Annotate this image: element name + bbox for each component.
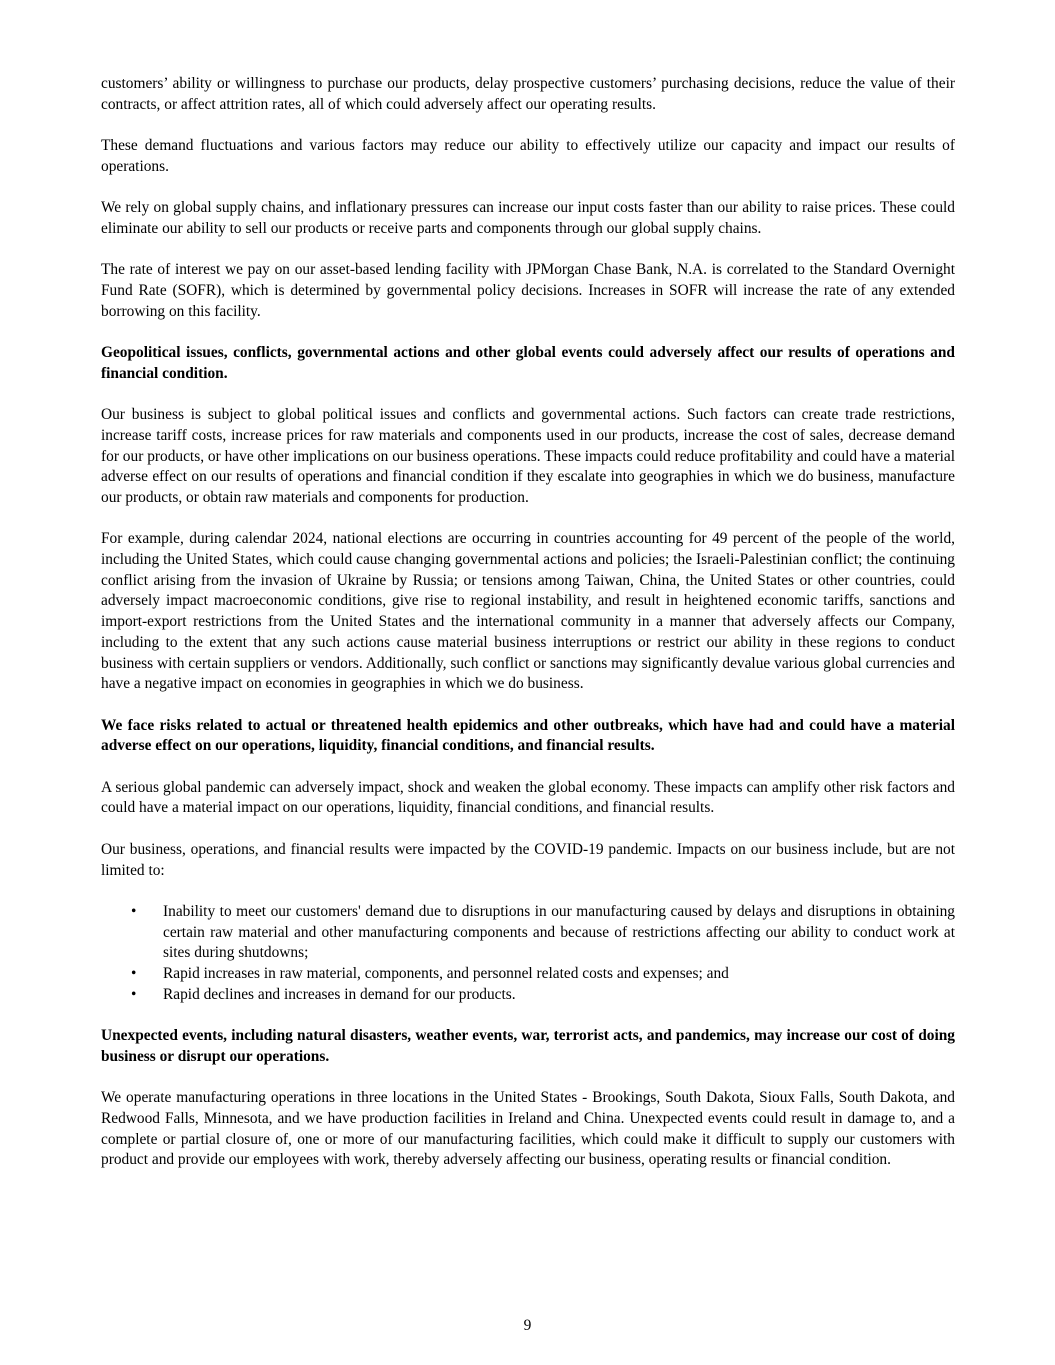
page-number: 9 — [523, 1317, 532, 1334]
list-item-text: Rapid declines and increases in demand for our products. — [163, 985, 516, 1003]
body-paragraph: We operate manufacturing operations in three locations in the United States - Brookings, South Dakota, Sioux Falls, South Dakota, and Redwood Falls, Minnesota, and we have production facilities in Ireland and China. Unexpected events could result in damage to, and a complete or partial closure of, one or more of our manufacturing facilities, which could make it difficult to supply our customers with product and provide our employees with work, thereby adversely affecting our business, operating results or financial condition. — [101, 1089, 955, 1169]
section-heading: We face risks related to actual or threatened health epidemics and other outbreaks, which have had and could have a material adverse effect on our operations, liquidity, financial conditions, and financial results. — [101, 716, 955, 755]
body-paragraph: These demand fluctuations and various factors may reduce our ability to effectively utilize our capacity and impact our results of operations. — [101, 137, 955, 175]
section-heading: Geopolitical issues, conflicts, governmental actions and other global events could adversely affect our results of operations and financial condition. — [101, 344, 955, 382]
body-paragraph: customers’ ability or willingness to purchase our products, delay prospective customers’ purchasing decisions, reduce the value of their contracts, or affect attrition rates, all of which could adversely affect our operating results. — [101, 75, 955, 113]
body-paragraph: Our business, operations, and financial results were impacted by the COVID-19 pandemic. Impacts on our business include, but are not limited to: — [101, 840, 955, 879]
list-item-text: Inability to meet our customers' demand due to disruptions in our manufacturing caused by delays and disruptions in obtaining certain raw material and other manufacturing components and because of restrictions affecting our ability to conduct work at sites during shutdowns; — [163, 902, 955, 962]
body-paragraph: We rely on global supply chains, and inflationary pressures can increase our input costs faster than our ability to raise prices. These could eliminate our ability to sell our products or receive parts and components through our global supply chains. — [101, 199, 955, 237]
list-item — [101, 985, 955, 1006]
list-item — [101, 902, 955, 964]
list-item-text: Rapid increases in raw material, components, and personnel related costs and expenses; and — [163, 965, 729, 983]
body-paragraph: For example, during calendar 2024, national elections are occurring in countries accounting for 49 percent of the people of the world, including the United States, which could cause changing governmental actions and policies; the Israeli-Palestinian conflict; the continuing conflict arising from the invasion of Ukraine by Russia; or tensions among Taiwan, China, the United States or other countries, could adversely impact macroeconomic conditions, give rise to regional instability, and result in heightened economic tariffs, sanctions and import-export restrictions from the United States and the international community in a manner that adversely affects our Company, including to the extent that any such actions cause material business interruptions or restrict our ability in these regions to conduct business with certain suppliers or vendors. Additionally, such conflict or sanctions may significantly devalue various global currencies and have a negative impact on economies in geographies in which we do business. — [101, 530, 955, 693]
body-paragraph: The rate of interest we pay on our asset-based lending facility with JPMorgan Chase Bank, N.A. is correlated to the Standard Overnight Fund Rate (SOFR), which is determined by governmental policy decisions. Increases in SOFR will increase the rate of any extended borrowing on this facility. — [101, 261, 955, 320]
impacts-bullet-list — [101, 902, 955, 1006]
body-paragraph: A serious global pandemic can adversely impact, shock and weaken the global economy. These impacts can amplify other risk factors and could have a material impact on our operations, liquidity, financial conditions, and financial results. — [101, 778, 955, 817]
bullet-icon: • — [131, 965, 137, 983]
section-heading: Unexpected events, including natural disasters, weather events, war, terrorist acts, and pandemics, may increase our cost of doing business or disrupt our operations. — [101, 1027, 955, 1065]
bullet-icon: • — [131, 902, 137, 920]
body-paragraph: Our business is subject to global political issues and conflicts and governmental actions. Such factors can create trade restrictions, increase tariff costs, increase prices for raw materials and components used in our products, increase the cost of sales, decrease demand for our products, or have other implications on our business operations. These impacts could reduce profitability and could have a material adverse effect on our results of operations and financial condition if they escalate into geographies in which we do business, manufacture our products, or obtain raw materials and components for production. — [101, 406, 955, 506]
bullet-icon: • — [131, 985, 137, 1003]
document-page — [101, 74, 955, 1192]
list-item — [101, 964, 955, 985]
